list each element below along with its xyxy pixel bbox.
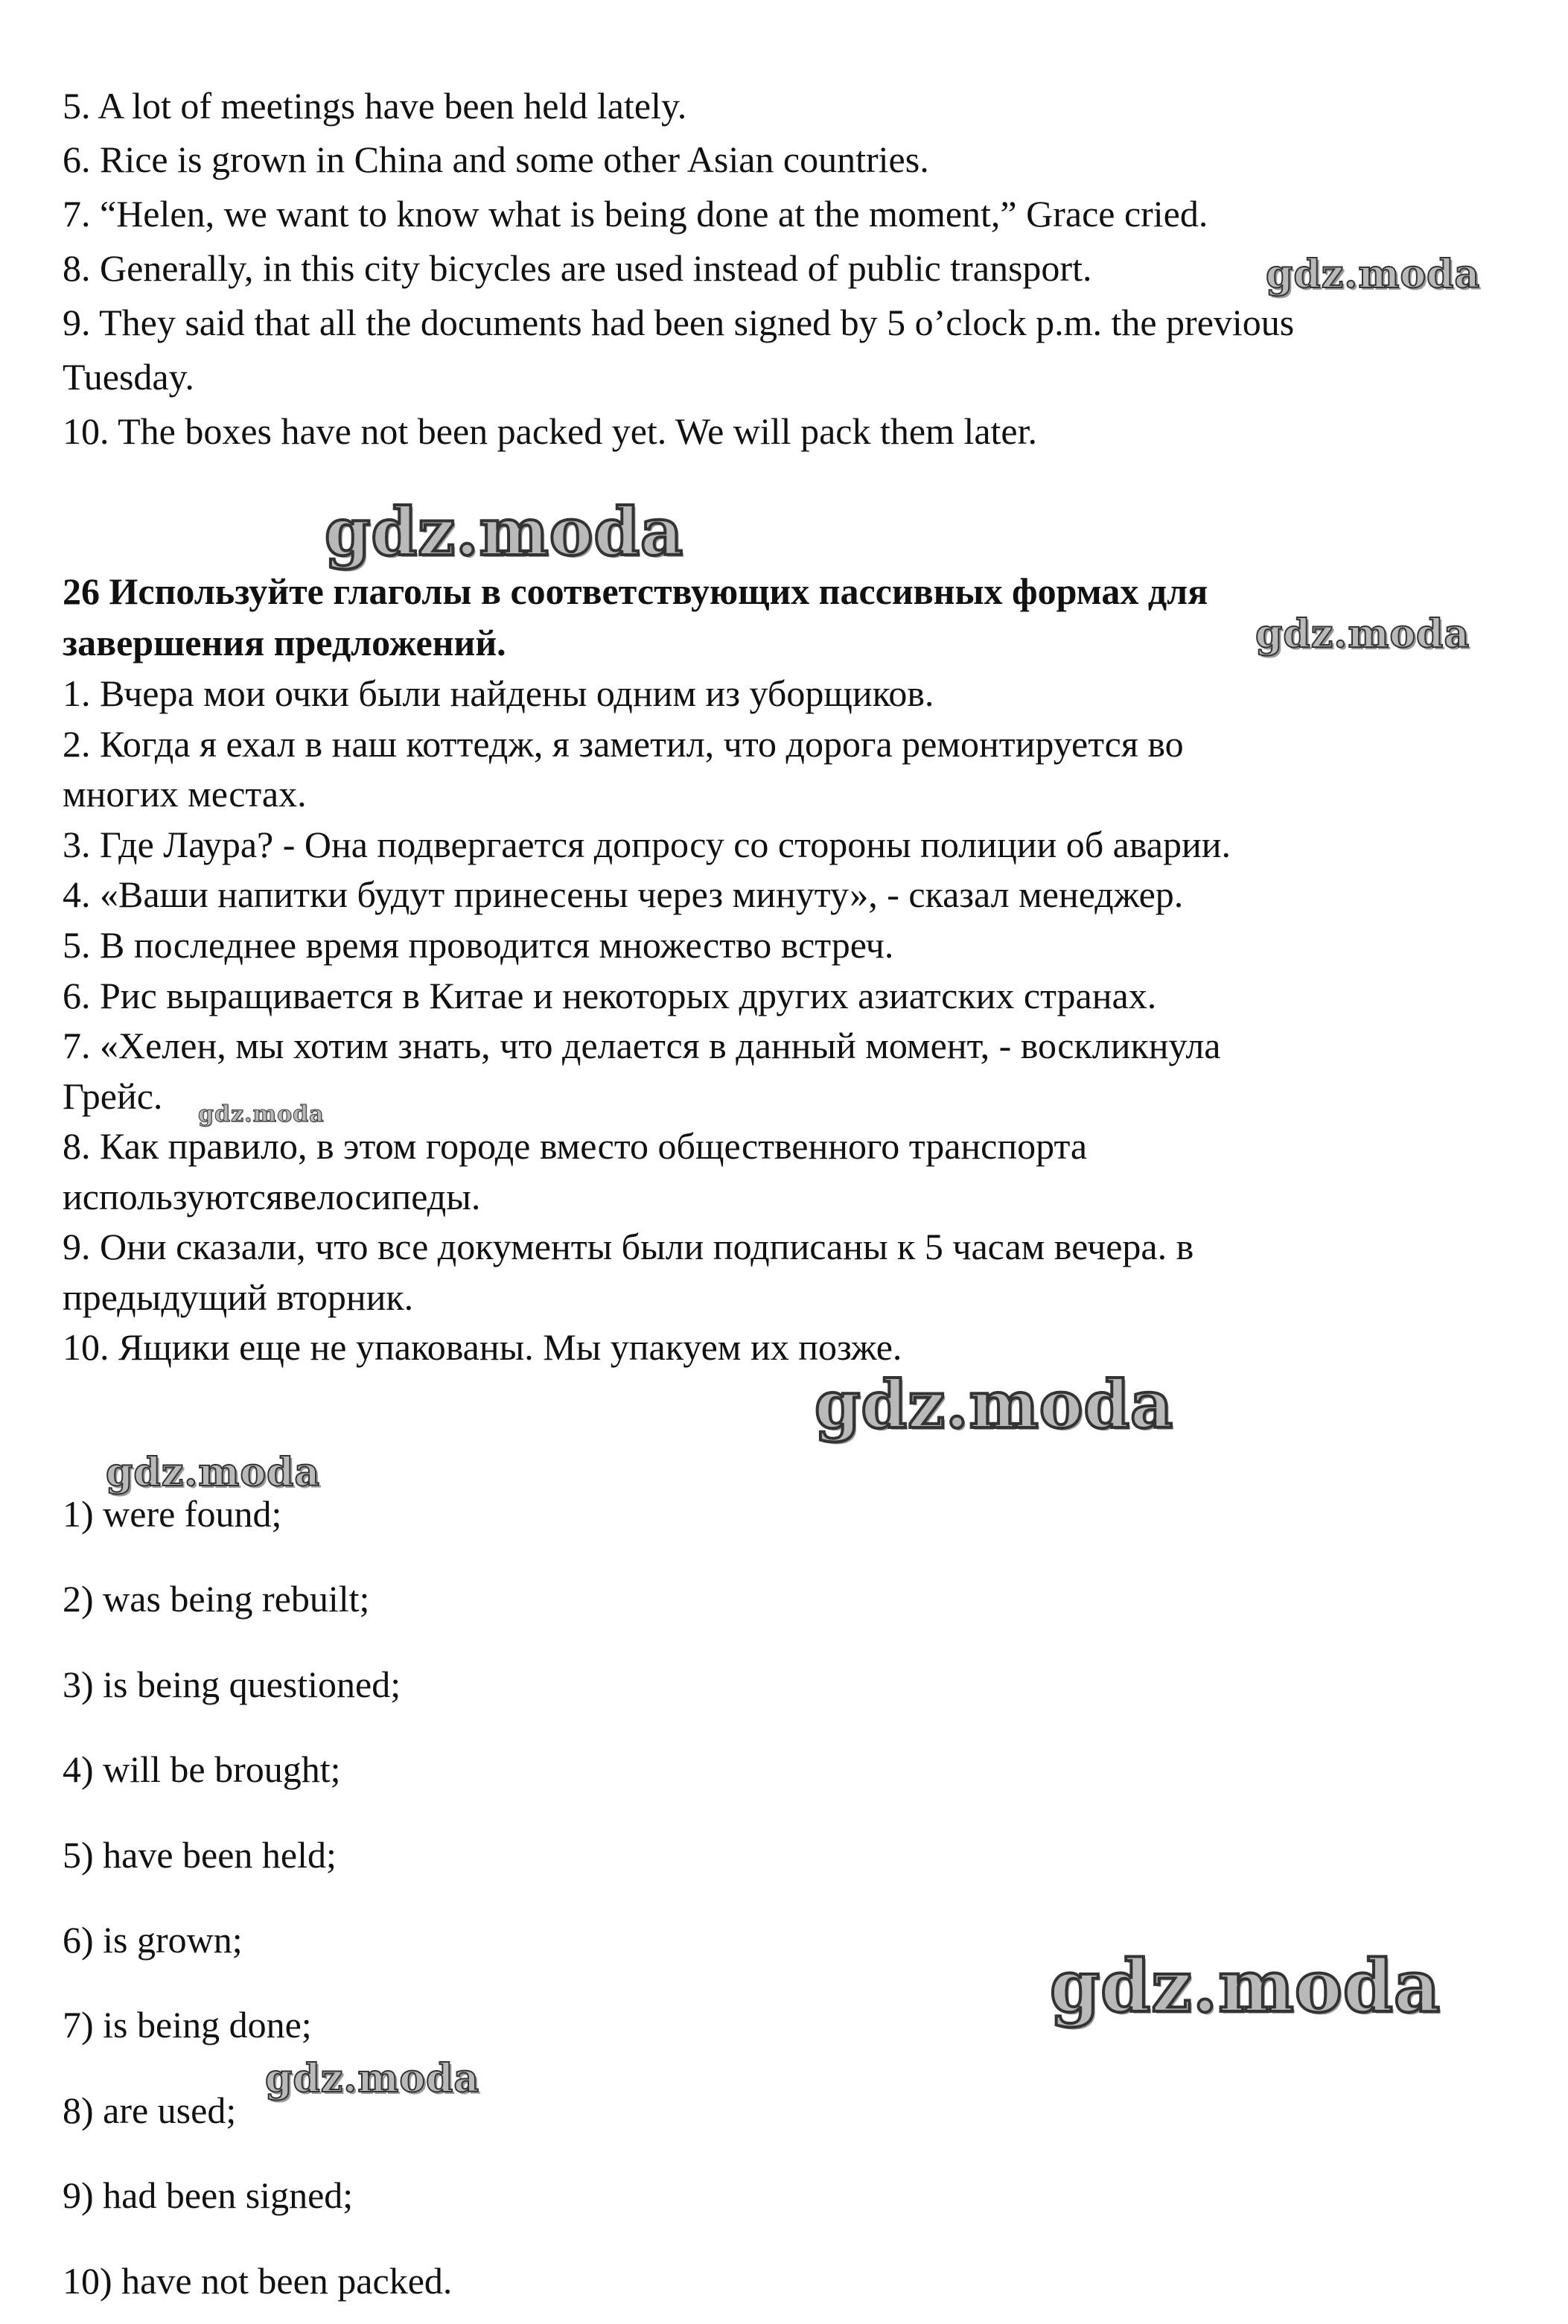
translation-line: 4. «Ваши напитки будут принесены через минуту», - сказал менеджер.	[63, 873, 1184, 915]
watermark-logo: gdz.moda	[265, 2056, 480, 2101]
answer-item: 10) have not been packed.	[63, 2260, 453, 2302]
watermark-logo: gdz.moda	[325, 493, 684, 570]
translation-line: 6. Рис выращивается в Китае и некоторых других азиатских странах.	[63, 975, 1157, 1016]
translation-line: 7. «Хелен, мы хотим знать, что делается в данный момент, - воскликнула	[63, 1025, 1221, 1066]
english-sentence-8: 8. Generally, in this city bicycles are used instead of public transport.	[63, 247, 1092, 289]
english-sentence-7: 7. “Helen, we want to know what is being done at the moment,” Grace cried.	[63, 193, 1208, 235]
watermark-logo: gdz.moda	[815, 1366, 1174, 1443]
translation-line: 3. Где Лаура? - Она подвергается допросу со стороны полиции об аварии.	[63, 824, 1231, 865]
english-sentence-6: 6. Rice is grown in China and some other Asian countries.	[63, 139, 929, 180]
watermark-logo: gdz.moda	[1255, 611, 1470, 657]
answer-item: 3) is being questioned;	[63, 1664, 401, 1705]
translation-line: 8. Как правило, в этом городе вместо общественного транспорта	[63, 1125, 1088, 1167]
answer-item: 8) are used;	[63, 2089, 237, 2131]
translation-line: 5. В последнее время проводится множество встреч.	[63, 924, 894, 966]
english-sentence-9-cont: Tuesday.	[63, 356, 194, 398]
answer-item: 9) had been signed;	[63, 2174, 354, 2216]
english-sentence-9: 9. They said that all the documents had been signed by 5 o’clock p.m. the previous	[63, 302, 1295, 343]
watermark-logo: gdz.moda	[106, 1450, 321, 1495]
translation-line: 1. Вчера мои очки были найдены одним из уборщиков.	[63, 672, 934, 714]
answer-item: 1) were found;	[63, 1493, 282, 1535]
translation-line: Грейс.	[63, 1075, 163, 1117]
watermark-logo: gdz.moda	[1050, 1944, 1441, 2028]
exercise-heading: 26 Используйте глаголы в соответствующих пассивных формах для	[63, 570, 1208, 612]
watermark-logo: gdz.moda	[198, 1101, 325, 1127]
answer-item: 4) will be brought;	[63, 1748, 341, 1790]
translation-line: 10. Ящики еще не упакованы. Мы упакуем их позже.	[63, 1326, 902, 1368]
translation-line: многих местах.	[63, 773, 307, 815]
english-sentence-5: 5. A lot of meetings have been held lately.	[63, 85, 687, 127]
answer-item: 7) is being done;	[63, 2004, 312, 2046]
translation-line: 9. Они сказали, что все документы были подписаны к 5 часам вечера. в	[63, 1226, 1194, 1267]
exercise-heading-cont: завершения предложений.	[63, 622, 506, 663]
translation-line: 2. Когда я ехал в наш коттедж, я заметил, что дорога ремонтируется во	[63, 723, 1184, 765]
watermark-logo: gdz.moda	[1266, 252, 1481, 297]
answer-item: 2) was being rebuilt;	[63, 1578, 370, 1620]
translation-line: используютсявелосипеды.	[63, 1176, 481, 1217]
english-sentence-10: 10. The boxes have not been packed yet. We will pack them later.	[63, 410, 1037, 452]
answer-item: 6) is grown;	[63, 1919, 243, 1961]
translation-line: предыдущий вторник.	[63, 1276, 414, 1318]
answer-item: 5) have been held;	[63, 1834, 337, 1876]
